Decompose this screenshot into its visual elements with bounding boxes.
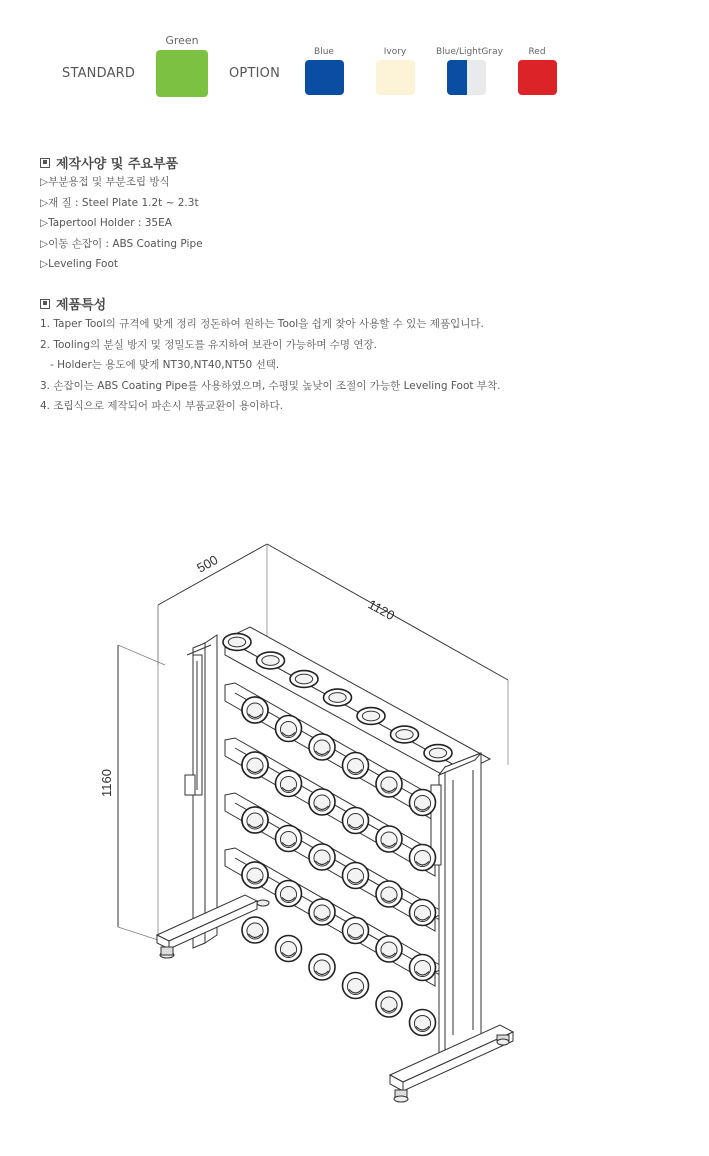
tool-holder xyxy=(276,771,302,797)
tool-holder xyxy=(357,708,385,725)
swatch-label-red: Red xyxy=(528,47,546,57)
swatch-label-ivory: Ivory xyxy=(383,47,407,57)
tool-holder xyxy=(242,807,268,833)
section-square-icon xyxy=(40,299,50,309)
tool-holder xyxy=(343,973,369,999)
feature-line: - Holder는 용도에 맞게 NT30,NT40,NT50 선택. xyxy=(50,359,280,371)
tool-holder xyxy=(309,899,335,925)
tool-holder xyxy=(376,771,402,797)
right-upright xyxy=(431,753,481,1061)
color-swatch-ivory[interactable] xyxy=(376,60,415,95)
swatch-label-blue: Blue xyxy=(314,47,334,57)
color-swatch-blue-lightgray[interactable] xyxy=(447,60,486,95)
tool-holder xyxy=(376,991,402,1017)
features-title-text: 제품특성 xyxy=(56,298,107,313)
tool-holder xyxy=(290,671,318,688)
feature-line: 2. Tooling의 분실 방지 및 정밀도를 유지하여 보관이 가능하며 수명 연장. xyxy=(40,338,377,351)
tool-holder xyxy=(242,862,268,888)
spec-line: ▷재 질 : Steel Plate 1.2t ~ 2.3t xyxy=(40,196,199,209)
spec-line: ▷Leveling Foot xyxy=(40,258,118,270)
tool-holder xyxy=(309,954,335,980)
tool-holder xyxy=(424,745,452,762)
tool-holder xyxy=(343,918,369,944)
spec-line: ▷부분용접 및 부분조립 방식 xyxy=(40,176,170,188)
option-label: OPTION xyxy=(229,66,281,81)
spec-line: ▷Tapertool Holder : 35EA xyxy=(40,217,172,229)
tool-holder xyxy=(276,936,302,962)
tool-holder xyxy=(410,955,436,981)
color-swatch-green[interactable] xyxy=(156,50,208,97)
swatch-label-green: Green xyxy=(165,34,199,47)
tool-holder xyxy=(376,826,402,852)
tool-holder xyxy=(242,752,268,778)
features-list xyxy=(40,314,500,417)
spec-title-text: 제작사양 및 주요부품 xyxy=(56,157,179,172)
tool-holder xyxy=(391,726,419,743)
feature-line: 4. 조립식으로 제작되어 파손시 부품교환이 용이하다. xyxy=(40,400,284,412)
dim-label-depth: 500 xyxy=(194,551,221,576)
swatch-label-blue-lightgray: Blue/LightGray xyxy=(436,47,503,57)
tool-holder xyxy=(343,808,369,834)
spec-line: ▷이동 손잡이 : ABS Coating Pipe xyxy=(40,237,203,250)
tool-holder xyxy=(276,716,302,742)
tool-holder xyxy=(376,881,402,907)
tool-holder xyxy=(410,1010,436,1036)
spec-list xyxy=(40,172,203,275)
tool-holder xyxy=(343,863,369,889)
tool-holder xyxy=(276,826,302,852)
color-swatch-red[interactable] xyxy=(518,60,557,95)
tool-holder xyxy=(309,734,335,760)
tool-holder xyxy=(242,697,268,723)
standard-label: STANDARD xyxy=(62,66,136,81)
feature-line: 1. Taper Tool의 규격에 맞게 정리 정돈하여 원하는 Tool을 쉽게 찾아 사용할 수 있는 제품입니다. xyxy=(40,318,484,330)
tool-holder xyxy=(309,844,335,870)
tool-holder xyxy=(223,634,251,651)
tool-holder xyxy=(410,900,436,926)
spec-section-title xyxy=(40,153,178,172)
tool-holder xyxy=(324,689,352,706)
tool-holder xyxy=(376,936,402,962)
tool-holder xyxy=(343,753,369,779)
tool-cart-drawing xyxy=(95,535,535,1105)
tool-holder xyxy=(309,789,335,815)
tool-holder xyxy=(276,881,302,907)
feature-line: 3. 손잡이는 ABS Coating Pipe를 사용하였으며, 수평및 높낮이 조절이 가능한 Leveling Foot 부착. xyxy=(40,379,501,392)
dim-label-height: 1160 xyxy=(99,769,114,797)
features-section-title xyxy=(40,294,106,313)
tool-holder xyxy=(410,790,436,816)
dim-label-width: 1120 xyxy=(365,596,398,624)
holder-circles xyxy=(223,634,452,1036)
section-square-icon xyxy=(40,158,50,168)
tool-holder xyxy=(410,845,436,871)
color-swatch-blue[interactable] xyxy=(305,60,344,95)
tool-holder xyxy=(257,652,285,669)
left-upright xyxy=(185,635,217,948)
tool-holder xyxy=(242,917,268,943)
